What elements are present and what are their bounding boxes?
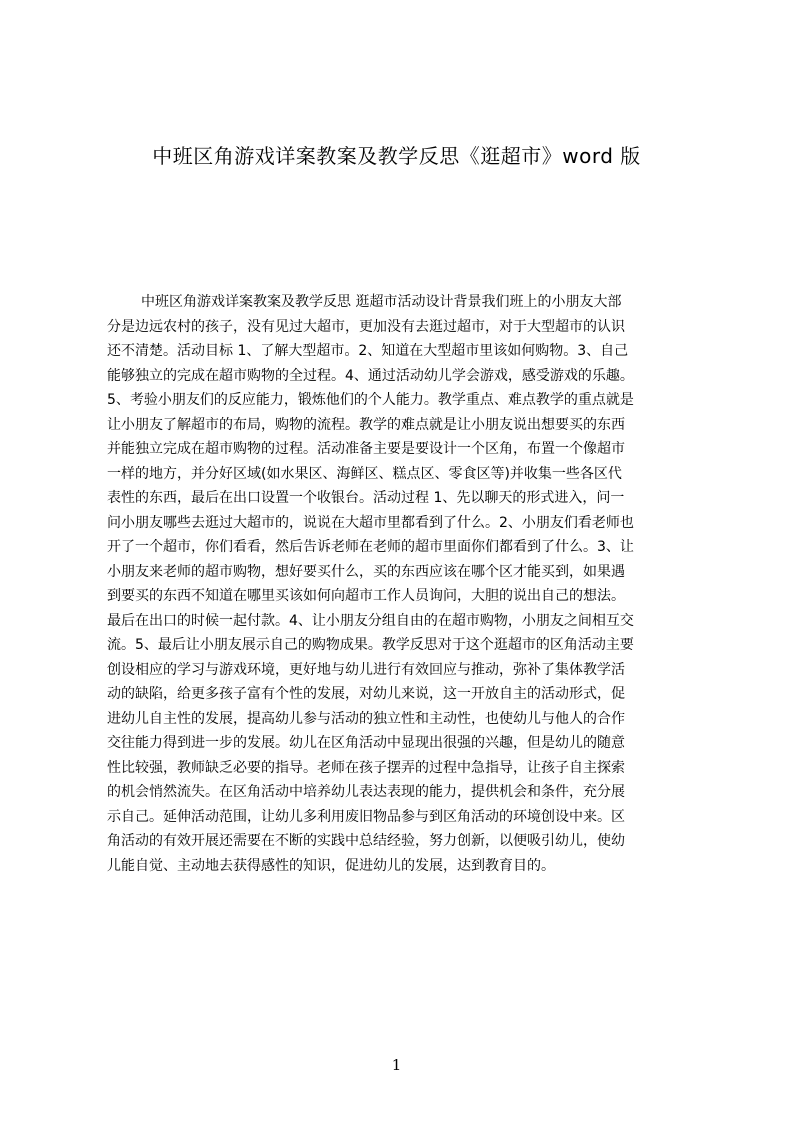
paragraph-line: 并能独立完成在超市购物的过程。活动准备主要是要设计一个区角，布置一个像超市 — [107, 441, 625, 457]
paragraph-line: 儿能自觉、主动地去获得感性的知识，促进幼儿的发展，达到教育目的。 — [107, 857, 555, 874]
paragraph-line: 分是边远农村的孩子，没有见过大超市，更加没有去逛过超市，对于大型超市的认识 — [107, 318, 625, 335]
paragraph-line: 角活动的有效开展还需要在不断的实践中总结经验，努力创新，以便吸引幼儿，使幼 — [107, 833, 625, 849]
page-number: 1 — [391, 1056, 402, 1074]
paragraph-line: 流。5、最后让小朋友展示自己的购物成果。教学反思对于这个逛超市的区角活动主要 — [107, 637, 634, 653]
paragraph-line: 能够独立的完成在超市购物的全过程。4、通过活动幼儿学会游戏，感受游戏的乐趣。 — [107, 367, 634, 384]
paragraph-line: 到要买的东西不知道在哪里买该如何向超市工作人员询问，大胆的说出自己的想法。 — [107, 588, 625, 604]
paragraph-line: 问小朋友哪些去逛过大超市的，说说在大超市里都看到了什么。2、小朋友们看老师也 — [107, 514, 634, 531]
document-title: 中班区角游戏详案教案及教学反思《逛超市》word 版 — [152, 144, 641, 168]
paragraph-line: 性比较强，教师缺乏必要的指导。老师在孩子摆弄的过程中急指导，让孩子自主探索 — [107, 759, 625, 776]
paragraph-line: 表性的东西，最后在出口设置一个收银台。活动过程 1、先以聊天的形式进入，问一 — [107, 490, 625, 506]
paragraph-line: 最后在出口的时候一起付款。4、让小朋友分组自由的在超市购物，小朋友之间相互交 — [107, 612, 634, 629]
paragraph-line: 创设相应的学习与游戏环境，更好地与幼儿进行有效回应与推动，弥补了集体教学活 — [107, 661, 625, 678]
paragraph-line: 交往能力得到进一步的发展。幼儿在区角活动中显现出很强的兴趣，但是幼儿的随意 — [107, 735, 625, 751]
paragraph-line: 让小朋友了解超市的布局，购物的流程。教学的难点就是让小朋友说出想要买的东西 — [107, 416, 625, 433]
body-paragraph — [107, 290, 697, 878]
paragraph-line: 小朋友来老师的超市购物，想好要买什么，买的东西应该在哪个区才能买到，如果遇 — [107, 563, 625, 580]
paragraph-line: 示自己。延伸活动范围，让幼儿多利用废旧物品参与到区角活动的环境创设中来。区 — [107, 808, 625, 825]
paragraph-line: 还不清楚。活动目标 1、了解大型超市。2、知道在大型超市里该如何购物。3、自己 — [107, 343, 629, 359]
paragraph-line: 中班区角游戏详案教案及教学反思 逛超市活动设计背景我们班上的小朋友大部 — [141, 294, 622, 310]
paragraph-line: 进幼儿自主性的发展，提高幼儿参与活动的独立性和主动性，也使幼儿与他人的合作 — [107, 710, 625, 727]
paragraph-line: 5、考验小朋友们的反应能力，锻炼他们的个人能力。教学重点、难点教学的重点就是 — [107, 392, 634, 408]
paragraph-line: 动的缺陷，给更多孩子富有个性的发展，对幼儿来说，这一开放自主的活动形式，促 — [107, 686, 625, 702]
paragraph-line: 的机会悄然流失。在区角活动中培养幼儿表达表现的能力，提供机会和条件，充分展 — [107, 784, 625, 800]
paragraph-line: 开了一个超市，你们看看，然后告诉老师在老师的超市里面你们都看到了什么。3、让 — [107, 539, 634, 555]
paragraph-line: 一样的地方，并分好区域(如水果区、海鲜区、糕点区、零食区等)并收集一些各区代 — [107, 465, 622, 482]
